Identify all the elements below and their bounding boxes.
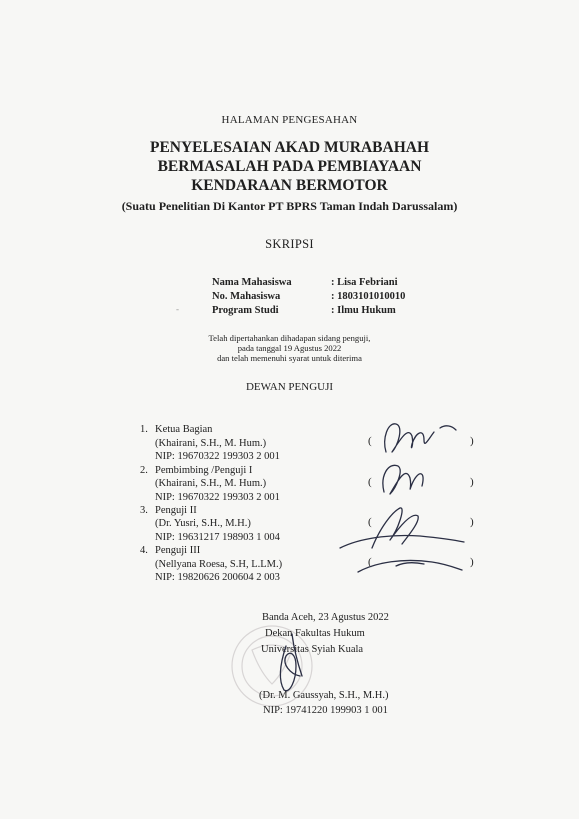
examiner-3-number: 3.	[140, 504, 148, 516]
examiner-3-role: Penguji II	[155, 504, 197, 516]
examiner-4-nip: NIP: 19820626 200604 2 003	[155, 572, 280, 583]
signature-1-close: )	[470, 435, 474, 447]
examiner-4-name: (Nellyana Roesa, S.H, L.LM.)	[155, 558, 283, 570]
examiner-4-number: 4.	[140, 545, 148, 556]
student-name-value: : Lisa Febriani	[331, 277, 398, 288]
approval-place-date: Banda Aceh, 23 Agustus 2022	[262, 612, 389, 623]
examiner-3-name: (Dr. Yusri, S.H., M.H.)	[155, 518, 251, 529]
examiner-board-heading: DEWAN PENGUJI	[245, 381, 334, 393]
examiner-4-role: Penguji III	[155, 545, 201, 556]
stray-mark: -	[176, 304, 179, 314]
dean-nip: NIP: 19741220 199903 1 001	[263, 705, 388, 716]
student-number-value: : 1803101010010	[331, 291, 406, 302]
examiner-1-nip: NIP: 19670322 199303 2 001	[155, 451, 280, 462]
page-heading: HALAMAN PENGESAHAN	[221, 114, 358, 126]
signature-3-close: )	[470, 516, 474, 528]
document-type: SKRIPSI	[265, 237, 314, 251]
approval-institution: Universitas Syiah Kuala	[261, 644, 364, 655]
title-line-2: BERMASALAH PADA PEMBIAYAAN	[157, 158, 422, 175]
signature-3-open: (	[368, 516, 372, 528]
defense-note-line-1: Telah dipertahankan dihadapan sidang penguji,	[208, 333, 371, 343]
title-subtitle: (Suatu Penelitian Di Kantor PT BPRS Taman Indah Darussalam)	[121, 199, 458, 213]
title-line-1: PENYELESAIAN AKAD MURABAHAH	[149, 139, 430, 156]
study-program-value: : Ilmu Hukum	[331, 305, 396, 316]
student-name-label: Nama Mahasiswa	[212, 277, 292, 288]
signature-1-open: (	[368, 435, 372, 447]
examiner-3-nip: NIP: 19631217 198903 1 004	[155, 531, 280, 543]
student-number-label: No. Mahasiswa	[212, 291, 281, 302]
examiner-2-name: (Khairani, S.H., M. Hum.)	[155, 478, 267, 489]
examiner-1-number: 1.	[140, 424, 148, 435]
signature-4-open: (	[368, 556, 372, 568]
dean-name: (Dr. M. Gaussyah, S.H., M.H.)	[259, 690, 389, 701]
examiner-1-name: (Khairani, S.H., M. Hum.)	[155, 437, 267, 449]
study-program-label: Program Studi	[212, 305, 279, 316]
title-line-3: KENDARAAN BERMOTOR	[191, 177, 388, 194]
signature-4-close: )	[470, 556, 474, 568]
defense-note-line-3: dan telah memenuhi syarat untuk diterima	[217, 353, 362, 363]
signature-2-open: (	[368, 476, 372, 488]
examiner-2-number: 2.	[140, 464, 148, 476]
approval-position: Dekan Fakultas Hukum	[265, 628, 365, 639]
examiner-2-nip: NIP: 19670322 199303 2 001	[155, 491, 280, 503]
defense-note-line-2: pada tanggal 19 Agustus 2022	[237, 343, 342, 353]
examiner-1-role: Ketua Bagian	[155, 424, 213, 435]
signature-2-close: )	[470, 476, 474, 488]
examiner-2-role: Pembimbing /Penguji I	[155, 464, 253, 476]
